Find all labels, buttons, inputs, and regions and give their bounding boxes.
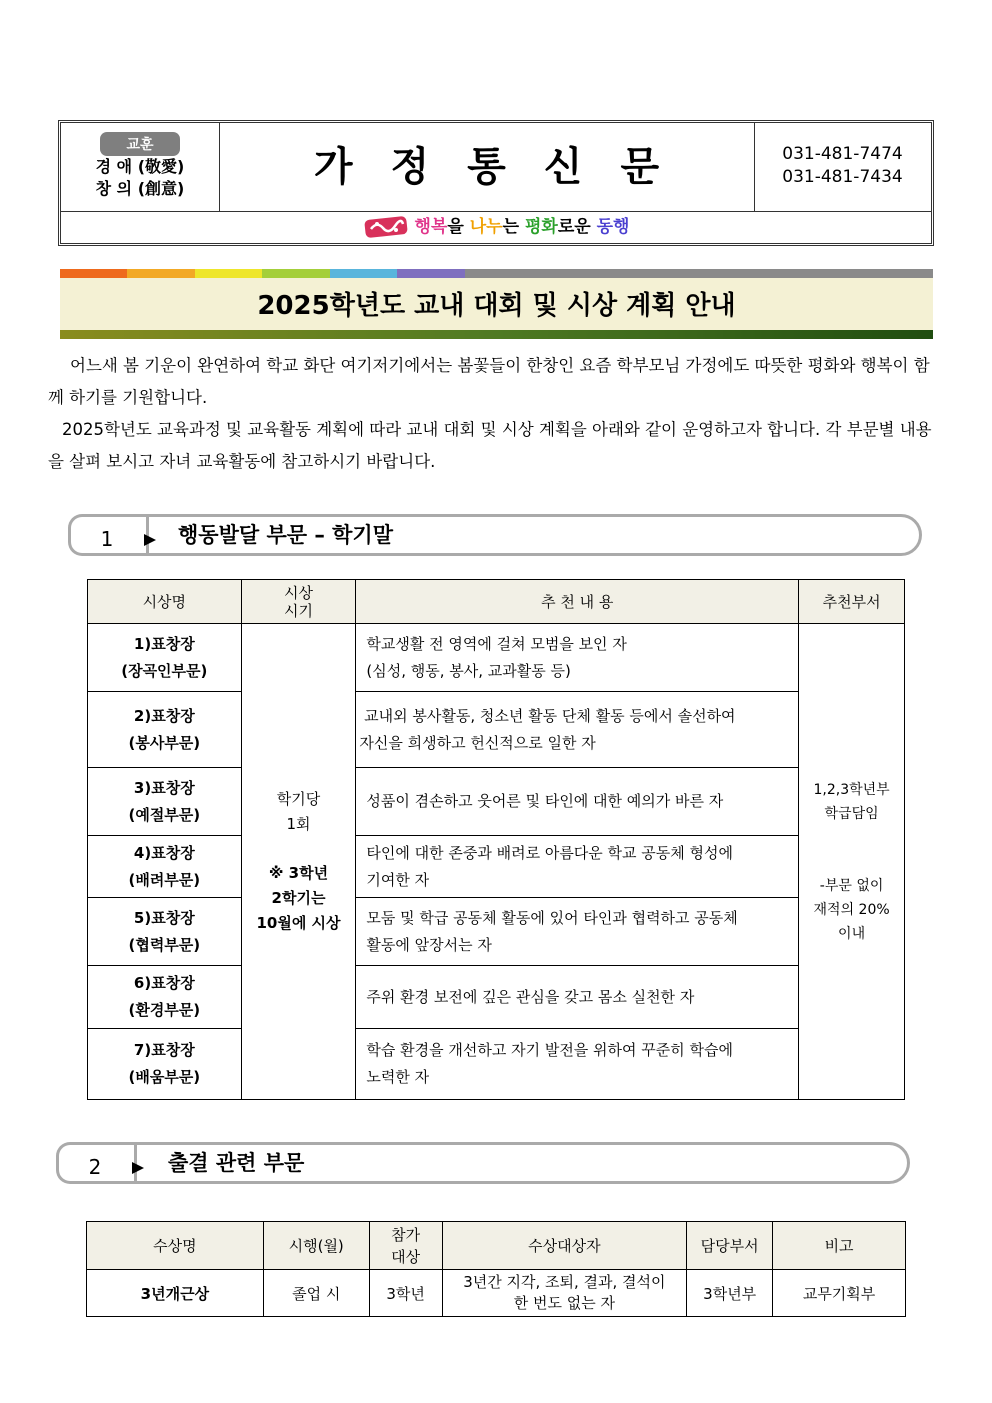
section-2-title: 출결 관련 부문 bbox=[168, 1151, 305, 1175]
phone-2: 031-481-7434 bbox=[782, 167, 903, 187]
note-cell: 교무기획부 bbox=[773, 1270, 906, 1317]
header-target: 참가 대상 bbox=[369, 1222, 442, 1270]
award-time-cell: 학기당 1회 ※ 3학년 2학기는 10월에 시상 bbox=[241, 624, 356, 1100]
motto-line-2: 창 의 (創意) bbox=[95, 179, 185, 198]
color-strip-segment bbox=[465, 269, 933, 278]
intro-paragraph-1: 어느새 봄 기운이 완연하여 학교 화단 여기저기에서는 봄꽃들이 한창인 요즘 학부모님 가정에도 따뜻한 평화와 행복이 함께 하기를 기원합니다. bbox=[48, 356, 930, 407]
color-strip-segment bbox=[397, 269, 465, 278]
color-strip bbox=[60, 269, 933, 278]
motto-badge: 교훈 bbox=[100, 132, 179, 156]
slogan-segment: 로운 bbox=[557, 217, 597, 237]
content-cell: 주위 환경 보전에 깊은 관심을 갖고 몸소 실천한 자 bbox=[356, 966, 799, 1029]
content-cell: 학교생활 전 영역에 걸쳐 모범을 보인 자 (심성, 행동, 봉사, 교과활동 등) bbox=[356, 624, 799, 692]
award-name-cell: 3)표창장 (예절부문) bbox=[88, 768, 242, 836]
section-arrow-icon bbox=[144, 534, 156, 546]
dept-cell: 1,2,3학년부 학급담임 -부문 없이 재적의 20% 이내 bbox=[799, 624, 905, 1100]
slogan-segment: 행복 bbox=[414, 217, 448, 237]
intro-paragraph-2: 2025학년도 교육과정 및 교육활동 계획에 따라 교내 대회 및 시상 계획을 아래와 같이 운영하고자 합니다. 각 부문별 내용을 살펴 보시고 자녀 교육활동에 참고하시기 바랍니다. bbox=[48, 420, 932, 471]
banner-underline bbox=[60, 330, 933, 339]
header-award-name: 시상명 bbox=[88, 580, 242, 624]
award-name-cell: 5)표창장 (협력부문) bbox=[88, 898, 242, 966]
color-strip-segment bbox=[60, 269, 127, 278]
behavior-award-table bbox=[87, 579, 905, 1100]
slogan-logo-icon bbox=[363, 215, 409, 239]
color-strip-segment bbox=[127, 269, 195, 278]
slogan-segment: 을 bbox=[447, 217, 470, 237]
award-name-cell: 4)표창장 (배려부문) bbox=[88, 836, 242, 898]
header-dept: 추천부서 bbox=[799, 580, 905, 624]
header-month: 시행(월) bbox=[263, 1222, 369, 1270]
slogan-segment: 평화 bbox=[524, 217, 558, 237]
newsletter-title: 가정통신문 bbox=[313, 144, 698, 190]
header-note: 비고 bbox=[773, 1222, 906, 1270]
section-arrow-icon bbox=[132, 1162, 144, 1174]
target-cell: 3학년 bbox=[369, 1270, 442, 1317]
section-1-heading bbox=[68, 514, 924, 558]
motto-line-1: 경 애 (敬愛) bbox=[95, 157, 185, 176]
header-content: 추 천 내 용 bbox=[356, 580, 799, 624]
document-title: 2025학년도 교내 대회 및 시상 계획 안내 bbox=[60, 278, 933, 330]
award-name-cell: 7)표창장 (배움부문) bbox=[88, 1029, 242, 1100]
attendance-award-table bbox=[86, 1221, 906, 1317]
dept-cell: 3학년부 bbox=[687, 1270, 773, 1317]
award-name-cell: 1)표창장 (장곡인부문) bbox=[88, 624, 242, 692]
content-cell: 타인에 대한 존중과 배려로 아름다운 학교 공동체 형성에 기여한 자 bbox=[356, 836, 799, 898]
slogan-segment: 나누 bbox=[469, 217, 503, 237]
slogan-segment: 는 bbox=[502, 217, 525, 237]
contact-phones bbox=[754, 123, 931, 211]
award-name-cell: 6)표창장 (환경부문) bbox=[88, 966, 242, 1029]
slogan-text bbox=[415, 217, 630, 237]
school-motto bbox=[61, 123, 220, 211]
header-award-name: 수상명 bbox=[87, 1222, 264, 1270]
school-slogan bbox=[61, 211, 931, 243]
content-cell: 학습 환경을 개선하고 자기 발전을 위하여 꾸준히 학습에 노력한 자 bbox=[356, 1029, 799, 1100]
phone-1: 031-481-7474 bbox=[782, 144, 903, 164]
content-cell: 모둠 및 학급 공동체 활동에 있어 타인과 협력하고 공동체 활동에 앞장서는 자 bbox=[356, 898, 799, 966]
award-name-cell: 2)표창장 (봉사부문) bbox=[88, 692, 242, 768]
color-strip-segment bbox=[330, 269, 397, 278]
color-strip-segment bbox=[195, 269, 262, 278]
slogan-segment: 동행 bbox=[596, 217, 630, 237]
section-2-heading bbox=[56, 1142, 912, 1186]
content-cell: 성품이 겸손하고 웃어른 및 타인에 대한 예의가 바른 자 bbox=[356, 768, 799, 836]
content-cell: 교내외 봉사활동, 청소년 활동 단체 활동 등에서 솔선하여 자신을 희생하고 헌신적으로 일한 자 bbox=[356, 692, 799, 768]
header-dept: 담당부서 bbox=[687, 1222, 773, 1270]
recipient-cell: 3년간 지각, 조퇴, 결과, 결석이 한 번도 없는 자 bbox=[442, 1270, 687, 1317]
section-1-title: 행동발달 부문 – 학기말 bbox=[178, 523, 394, 547]
header-recipient: 수상대상자 bbox=[442, 1222, 687, 1270]
section-2-number: 2 bbox=[88, 1155, 102, 1179]
award-name-cell: 3년개근상 bbox=[87, 1270, 264, 1317]
header-award-time: 시상 시기 bbox=[241, 580, 356, 624]
newsletter-header bbox=[58, 120, 934, 246]
color-strip-segment bbox=[262, 269, 330, 278]
month-cell: 졸업 시 bbox=[263, 1270, 369, 1317]
section-1-number: 1 bbox=[100, 527, 114, 551]
